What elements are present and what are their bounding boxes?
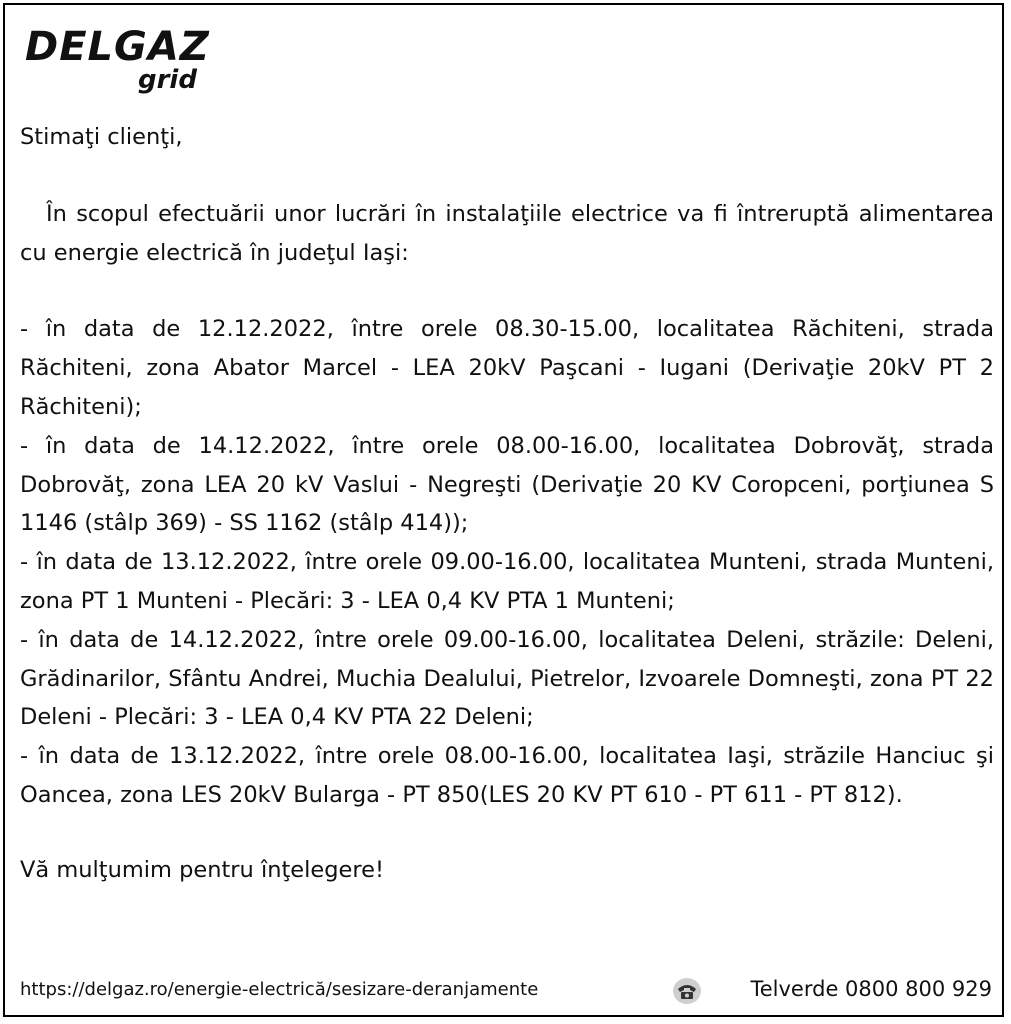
intro-paragraph: În scopul efectuării unor lucrări în instalaţiile electrice va fi întreruptă alimentarea cu energie electrică în judeţul Iaşi: bbox=[20, 200, 994, 266]
telephone-icon bbox=[672, 976, 702, 1006]
outage-item: - în data de 14.12.2022, între orele 08.00-16.00, localitatea Dobrovăţ, strada Dobrovăţ, zona LEA 20 kV Vaslui - Negreşti (Derivaţie 20 KV Coropceni, porţiunea S 1146 (stâlp 369) - SS 1162 (stâlp 414)); bbox=[20, 432, 994, 537]
notice-body bbox=[20, 118, 994, 890]
logo-main-text: DELGAZ bbox=[25, 24, 210, 70]
footer bbox=[20, 974, 994, 1008]
delgaz-logo bbox=[25, 25, 225, 105]
telverde-number: Telverde 0800 800 929 bbox=[750, 977, 992, 1001]
outage-item: - în data de 13.12.2022, între orele 08.00-16.00, localitatea Iaşi, străzile Hanciuc şi Oancea, zona LES 20kV Bularga - PT 850(LES 20 KV PT 610 - PT 611 - PT 812). bbox=[20, 743, 994, 808]
outage-item: - în data de 13.12.2022, între orele 09.00-16.00, localitatea Munteni, strada Munteni, zona PT 1 Munteni - Plecări: 3 - LEA 0,4 KV PTA 1 Munteni; bbox=[20, 549, 994, 614]
logo-sub-text: grid bbox=[138, 65, 197, 95]
outage-item: - în data de 12.12.2022, între orele 08.30-15.00, localitatea Răchiteni, strada Răchiteni, zona Abator Marcel - LEA 20kV Paşcani - Iugani (Derivaţie 20kV PT 2 Răchiteni); bbox=[20, 316, 994, 420]
outage-list bbox=[20, 310, 994, 814]
outage-item: - în data de 14.12.2022, între orele 09.00-16.00, localitatea Deleni, străzile: Deleni, Grădinarilor, Sfântu Andrei, Muchia Dealului, Pietrelor, Izvoarele Domneşti, zona PT 22 Deleni - Plecări: 3 - LEA 0,4 KV PTA 22 Deleni; bbox=[20, 626, 994, 731]
thanks-message: Vă mulţumim pentru înţelegere! bbox=[20, 856, 384, 883]
deranjamente-link[interactable]: https://delgaz.ro/energie-electrică/sesizare-deranjamente bbox=[20, 979, 539, 1000]
greeting: Stimaţi clienţi, bbox=[20, 124, 183, 150]
